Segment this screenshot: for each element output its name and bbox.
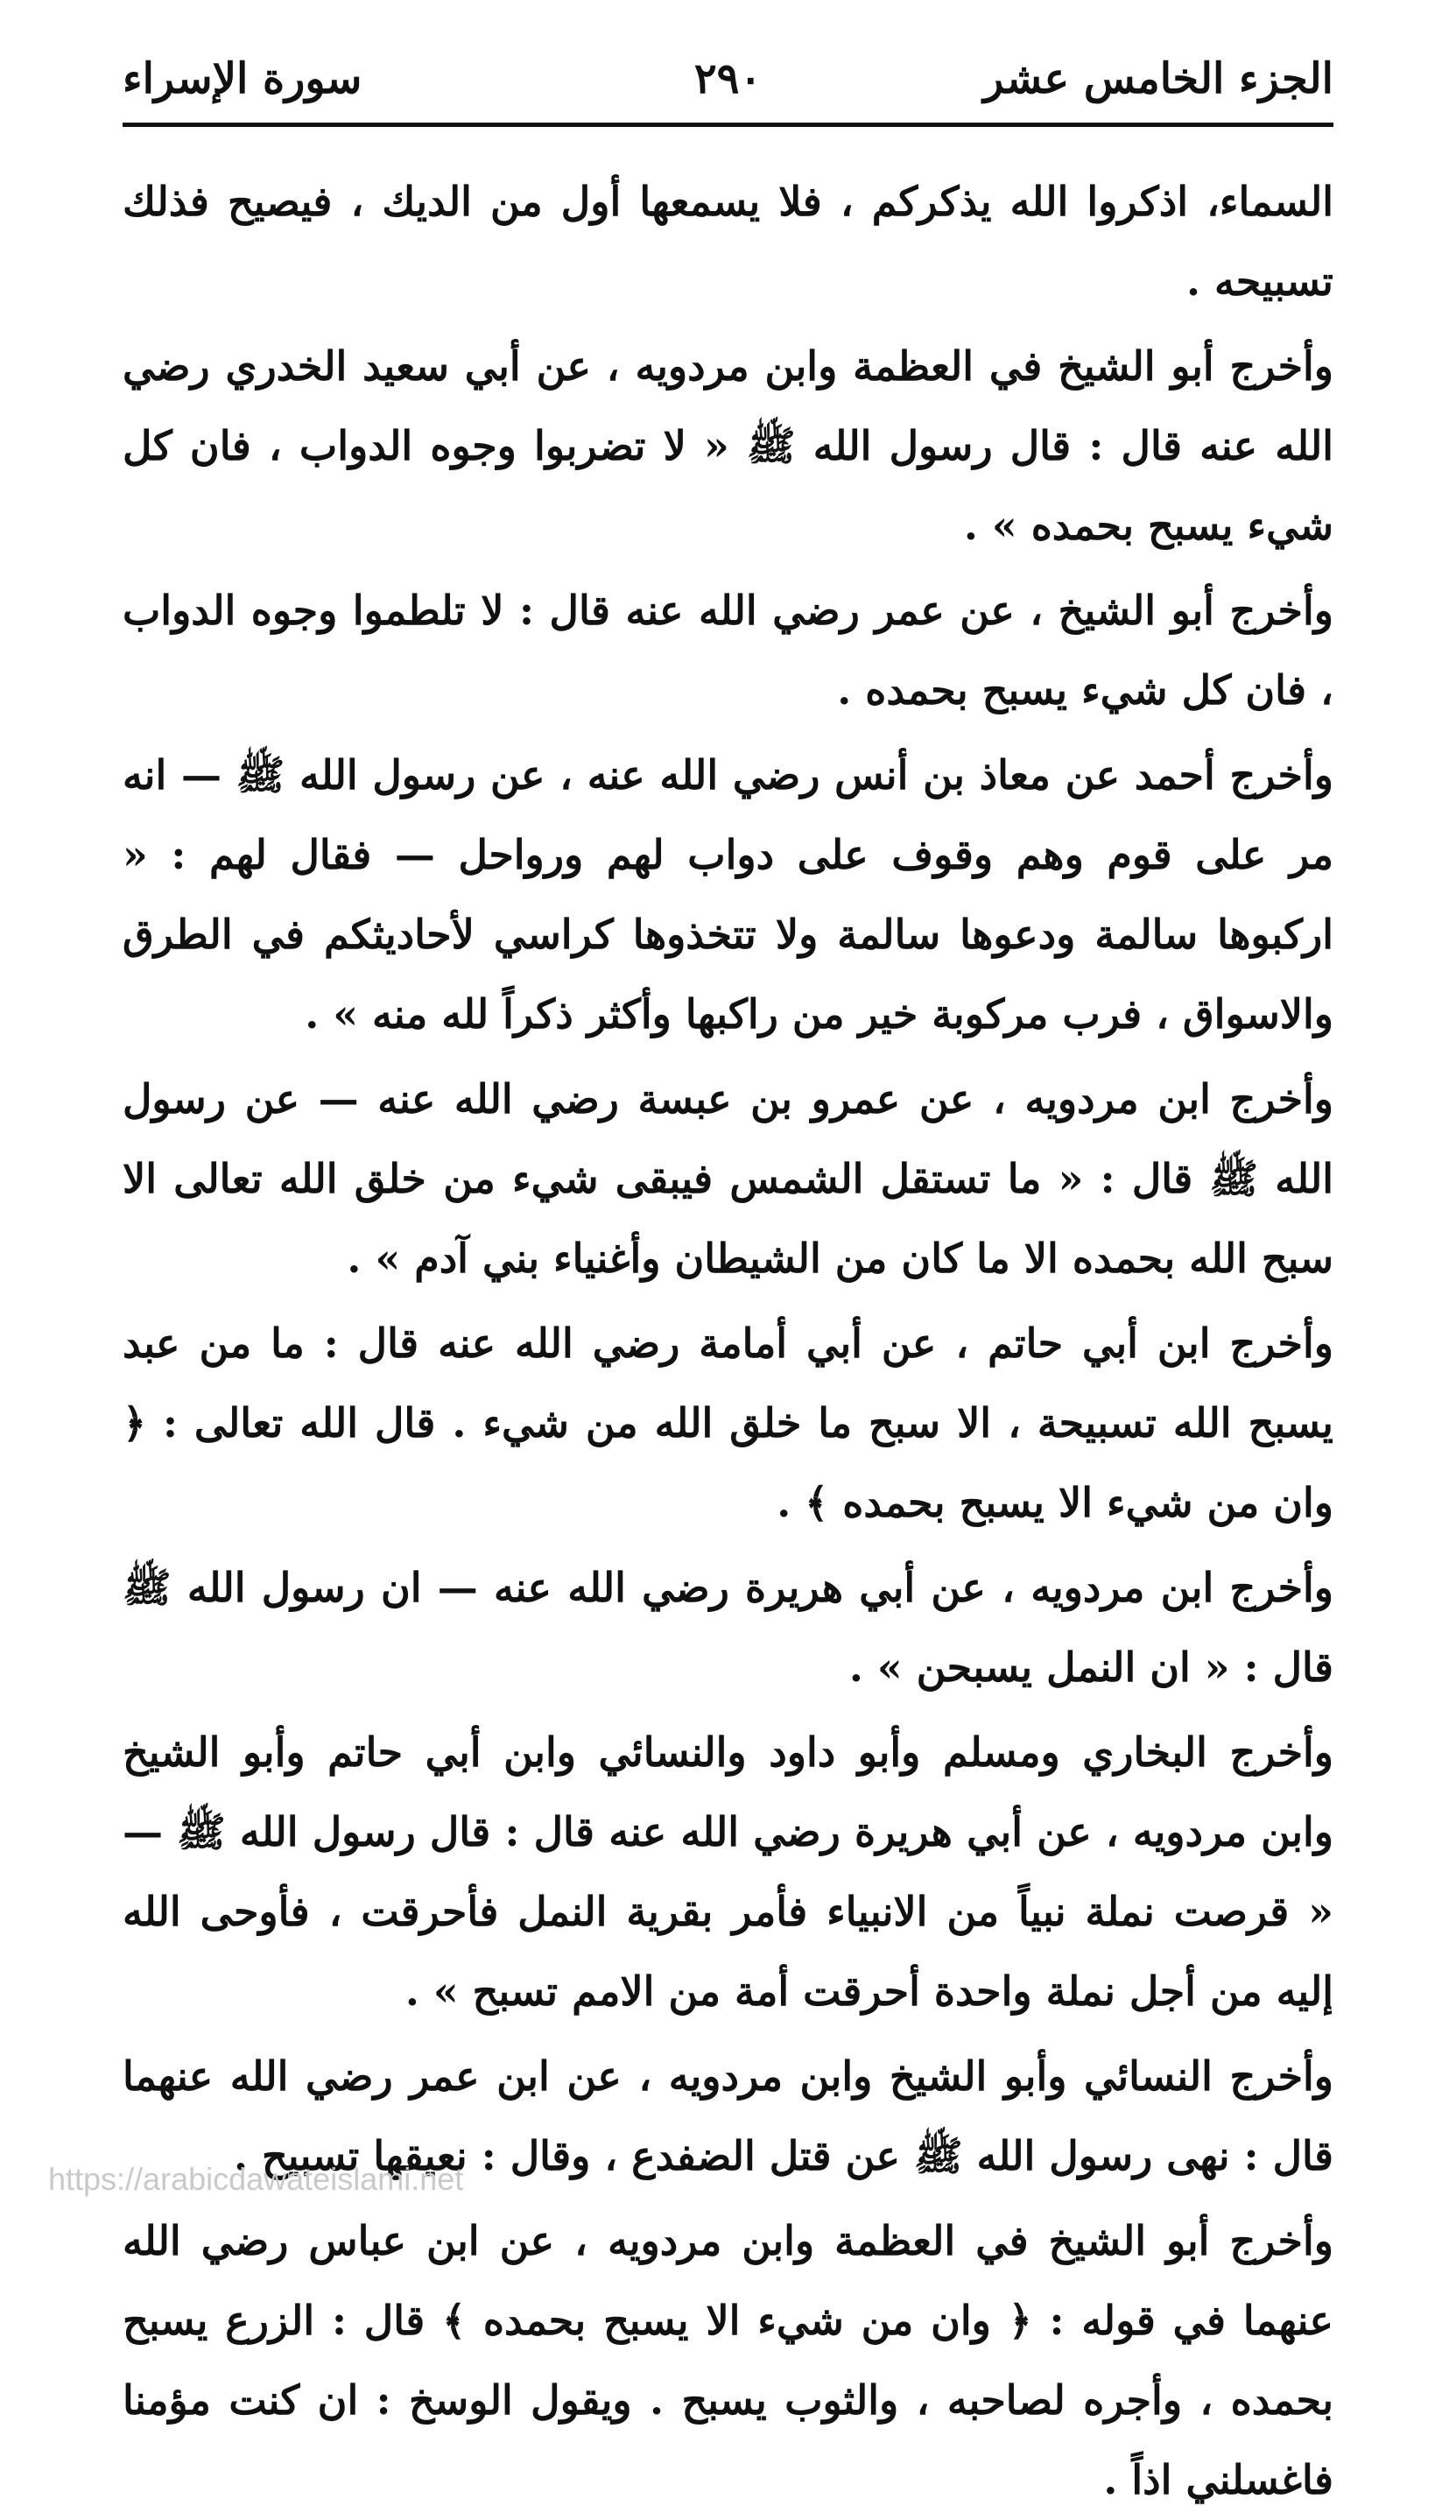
header-part-label: الجزء الخامس عشر xyxy=(983,54,1333,103)
header-surah-label: سورة الإسراء xyxy=(123,54,362,103)
paragraph: وأخرج البخاري ومسلم وأبو داود والنسائي وابن أبي حاتم وأبو الشيخ وابن مردويه ، عن أبي هريرة رضي الله عنه قال : قال رسول الله ﷺ — « قرصت نملة نبياً من الانبياء فأمر بقرية النمل فأحرقت ، فأوحى الله إليه من أجل نملة واحدة أحرقت أمة من الامم تسبح » . xyxy=(123,1728,1333,2015)
paragraph: وأخرج أبو الشيخ ، عن عمر رضي الله عنه قال : لا تلطموا وجوه الدواب ، فان كل شيء يسبح بحمده . xyxy=(123,587,1333,714)
paragraph: وأخرج أحمد عن معاذ بن أنس رضي الله عنه ، عن رسول الله ﷺ — انه مر على قوم وهم وقوف على دواب لهم ورواحل — فقال لهم : « اركبوها سالمة ودعوها سالمة ولا تتخذوها كراسي لأحاديثكم في الطرق والاسواق ، فرب مركوبة خير من راكبها وأكثر ذكراً لله منه » . xyxy=(123,751,1333,1038)
watermark-url: https://arabicdawateislami.net xyxy=(48,2161,464,2197)
paragraph: وأخرج النسائي وأبو الشيخ وابن مردويه ، عن ابن عمر رضي الله عنهما قال : نهى رسول الله ﷺ عن قتل الضفدع ، وقال : نعيقها تسبيح . xyxy=(123,2052,1333,2179)
paragraph: وأخرج ابن مردويه ، عن عمرو بن عبسة رضي الله عنه — عن رسول الله ﷺ قال : « ما تستقل الشمس فيبقى شيء من خلق الله تعالى الا سبح الله بحمده الا ما كان من الشيطان وأغنياء بني آدم » . xyxy=(123,1075,1333,1282)
paragraph: السماء، اذكروا الله يذكركم ، فلا يسمعها أول من الديك ، فيصيح فذلك تسبيحه . xyxy=(123,178,1333,305)
page-header xyxy=(123,25,1333,103)
paragraph: وأخرج أبو الشيخ في العظمة وابن مردويه ، عن ابن عباس رضي الله عنهما في قوله : ﴿ وان من شيء الا يسبح بحمده ﴾ قال : الزرع يسبح بحمده ، وأجره لصاحبه ، والثوب يسبح . ويقول الوسخ : ان كنت مؤمنا فاغسلني اذاً . xyxy=(123,2217,1334,2503)
paragraph: وأخرج ابن أبي حاتم ، عن أبي أمامة رضي الله عنه قال : ما من عبد يسبح الله تسبيحة ، الا سبح ما خلق الله من شيء . قال الله تعالى : ﴿ وان من شيء الا يسبح بحمده ﴾ . xyxy=(123,1320,1333,1526)
page-number: ٢٩٠ xyxy=(693,54,763,103)
header-divider xyxy=(123,123,1333,127)
paragraph: وأخرج ابن مردويه ، عن أبي هريرة رضي الله عنه — ان رسول الله ﷺ قال : « ان النمل يسبحن » . xyxy=(123,1564,1333,1691)
paragraph: وأخرج أبو الشيخ في العظمة وابن مردويه ، عن أبي سعيد الخدري رضي الله عنه قال : قال رسول الله ﷺ « لا تضربوا وجوه الدواب ، فان كل شيء يسبح بحمده » . xyxy=(123,342,1333,549)
